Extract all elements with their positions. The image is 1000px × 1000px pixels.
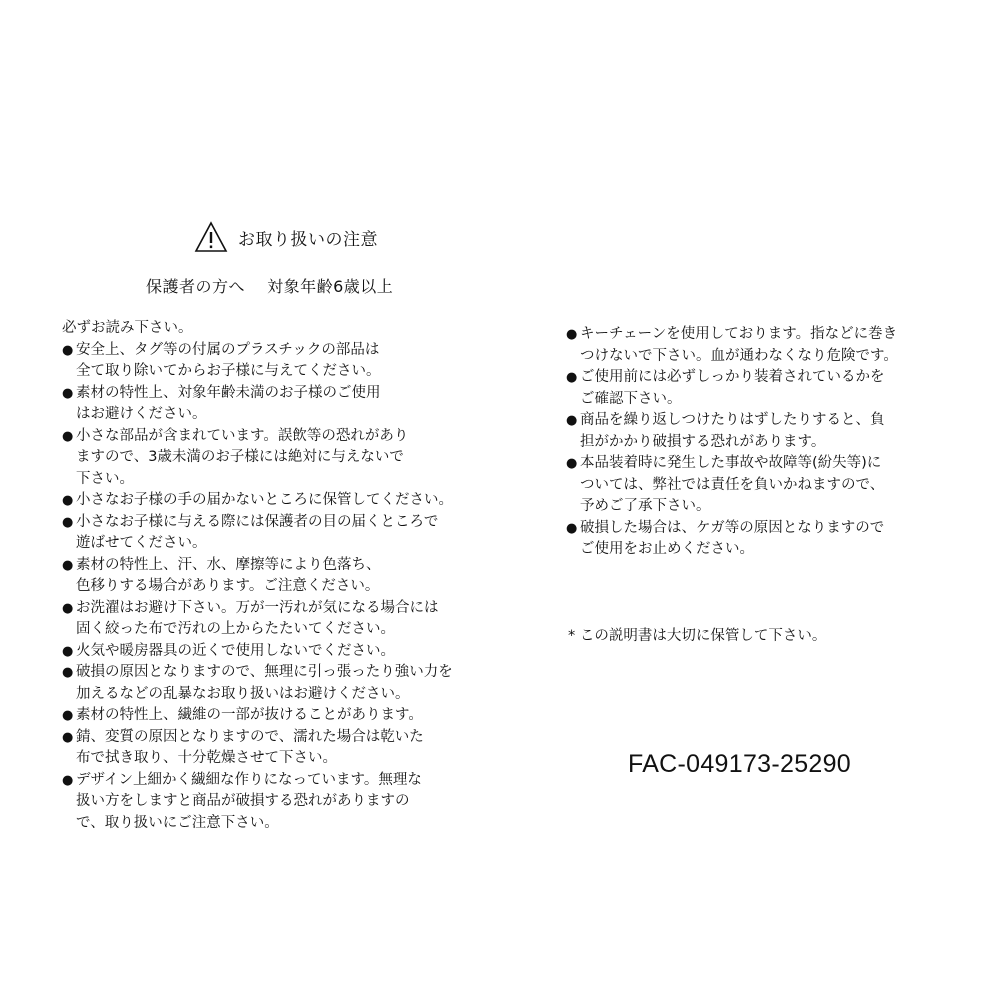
- precaution-item: [62, 641, 492, 663]
- precaution-line: 遊ばせてください。: [76, 535, 207, 551]
- right-precaution-list: [566, 324, 966, 561]
- precaution-item: [566, 367, 966, 410]
- precaution-text: [580, 367, 885, 410]
- precaution-text: [580, 518, 884, 561]
- bullet-icon: ●: [62, 342, 74, 358]
- precaution-line: キーチェーンを使用しております。指などに巻き: [580, 326, 898, 342]
- precaution-line: 小さなお子様の手の届かないところに保管してください。: [76, 492, 453, 508]
- bullet-icon: ●: [62, 643, 74, 659]
- precaution-line: で、取り扱いにご注意下さい。: [76, 814, 279, 831]
- precaution-item: [62, 490, 492, 512]
- precaution-text: [76, 662, 453, 705]
- bullet-icon: ●: [62, 514, 74, 530]
- keep-manual-note: * この説明書は大切に保管して下さい。: [568, 628, 827, 644]
- precaution-line: 小さな部品が含まれています。誤飲等の恐れがあり: [76, 427, 409, 444]
- precaution-line: 固く絞った布で汚れの上からたたいてください。: [76, 621, 395, 637]
- bullet-icon: ●: [566, 520, 578, 536]
- bullet-icon: ●: [62, 493, 74, 508]
- bullet-icon: ●: [62, 729, 74, 745]
- precaution-line: ご確認下さい。: [580, 390, 682, 407]
- bullet-icon: ●: [566, 327, 578, 342]
- precaution-line: ご使用前には必ずしっかり装着されているかを: [580, 369, 885, 385]
- left-precautions-column: [62, 318, 492, 834]
- precaution-text: [76, 727, 424, 770]
- precaution-line: 素材の特性上、対象年齢未満のお子様のご使用: [76, 384, 381, 401]
- bullet-icon: ●: [62, 772, 74, 788]
- guardian-age-notice: 保護者の方へ 対象年齢6歳以上: [146, 277, 394, 296]
- bullet-icon: ●: [62, 385, 74, 401]
- precaution-line: 色移りする場合があります。ご注意ください。: [76, 578, 380, 594]
- precaution-text: [76, 512, 438, 555]
- bullet-icon: ●: [566, 456, 578, 471]
- notice-title: お取り扱いの注意: [238, 229, 378, 250]
- precaution-item: [62, 340, 492, 383]
- notice-title-row: [194, 220, 378, 254]
- precaution-item: [62, 512, 492, 555]
- precaution-item: [566, 453, 966, 518]
- precaution-text: [76, 598, 439, 641]
- precaution-text: [76, 426, 408, 491]
- precaution-line: ついては、弊社では責任を負いかねますので、: [580, 476, 885, 493]
- precaution-item: [62, 598, 492, 641]
- precaution-item: [62, 770, 492, 835]
- product-code: FAC-049173-25290: [628, 750, 852, 778]
- warning-triangle-icon: [194, 221, 228, 253]
- precaution-line: 安全上、タグ等の付属のプラスチックの部品は: [76, 341, 380, 358]
- precaution-line: 素材の特性上、汗、水、摩擦等により色落ち、: [76, 556, 381, 573]
- precaution-line: 火気や暖房器具の近くで使用しないでください。: [76, 642, 395, 659]
- right-precautions-column: [566, 324, 966, 561]
- precaution-line: 錆、変質の原因となりますので、濡れた場合は乾いた: [76, 728, 424, 745]
- precaution-line: 加えるなどの乱暴なお取り扱いはお避けください。: [76, 685, 410, 702]
- precaution-line: はお避けください。: [76, 406, 207, 422]
- precaution-text: [76, 490, 453, 512]
- precaution-line: 布で拭き取り、十分乾燥させて下さい。: [76, 750, 337, 766]
- precaution-item: [62, 383, 492, 426]
- precaution-text: [580, 410, 885, 453]
- precaution-item: [62, 555, 492, 598]
- precaution-line: 本品装着時に発生した事故や故障等(紛失等)に: [580, 455, 882, 471]
- precaution-line: つけないで下さい。血が通わなくなり危険です。: [580, 347, 898, 364]
- precaution-line: 破損の原因となりますので、無理に引っ張ったり強い力を: [76, 664, 453, 680]
- precaution-line: 全て取り除いてからお子様に与えてください。: [76, 363, 381, 379]
- precaution-text: [76, 340, 381, 383]
- precaution-item: [566, 410, 966, 453]
- precaution-item: [62, 705, 492, 727]
- precaution-line: お洗濯はお避け下さい。万が一汚れが気になる場合には: [76, 599, 439, 616]
- precaution-text: [76, 555, 381, 598]
- bullet-icon: ●: [62, 708, 74, 723]
- precaution-line: ご使用をお止めください。: [580, 541, 754, 557]
- precaution-line: 商品を繰り返しつけたりはずしたりすると、負: [580, 412, 885, 428]
- precaution-line: 破損した場合は、ケガ等の原因となりますので: [580, 519, 885, 536]
- precaution-line: デザイン上細かく繊細な作りになっています。無理な: [76, 771, 422, 788]
- bullet-icon: ●: [62, 665, 74, 680]
- precaution-item: [566, 518, 966, 561]
- read-notice: 必ずお読み下さい。: [62, 320, 193, 336]
- precaution-item: [566, 324, 966, 367]
- bullet-icon: ●: [566, 413, 578, 428]
- precaution-text: [580, 324, 898, 367]
- precaution-item: [62, 662, 492, 705]
- bullet-icon: ●: [62, 557, 74, 573]
- precaution-line: 扱い方をしますと商品が破損する恐れがありますの: [76, 793, 410, 809]
- precaution-text: [76, 705, 423, 727]
- precaution-line: 下さい。: [76, 470, 134, 487]
- precaution-line: 担がかかり破損する恐れがあります。: [580, 433, 826, 450]
- precaution-text: [580, 453, 884, 518]
- bullet-icon: ●: [62, 600, 74, 616]
- precaution-line: ますので、3歳未満のお子様には絶対に与えないで: [76, 449, 404, 465]
- precaution-line: 予めご了承下さい。: [580, 498, 711, 514]
- bullet-icon: ●: [566, 370, 578, 385]
- precaution-text: [76, 383, 381, 426]
- bullet-icon: ●: [62, 428, 74, 444]
- precaution-item: [62, 727, 492, 770]
- precaution-text: [76, 770, 422, 835]
- precaution-line: 素材の特性上、繊維の一部が抜けることがあります。: [76, 707, 423, 723]
- left-precaution-list: [62, 340, 492, 835]
- precaution-line: 小さなお子様に与える際には保護者の目の届くところで: [76, 513, 439, 530]
- precaution-text: [76, 641, 395, 663]
- precaution-item: [62, 426, 492, 491]
